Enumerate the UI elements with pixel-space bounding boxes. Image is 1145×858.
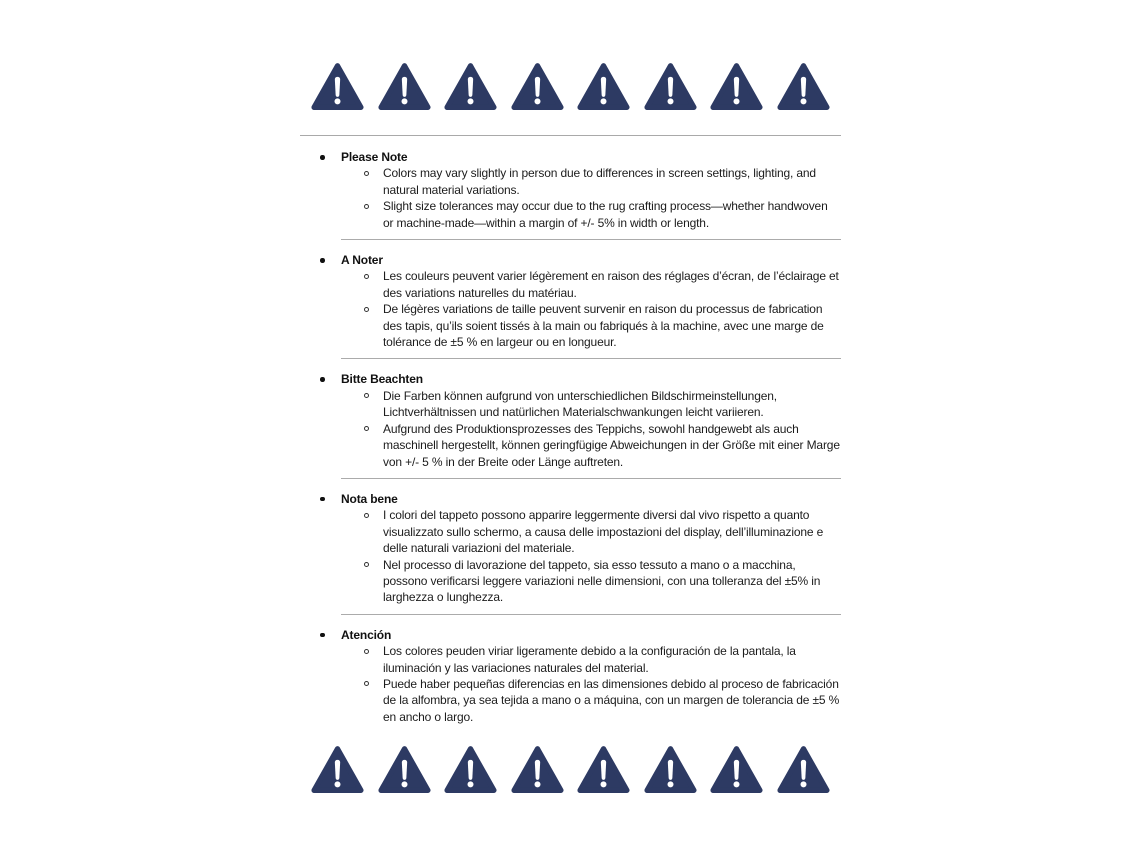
bullet-circle-icon — [364, 274, 369, 279]
bullet-circle-icon — [364, 307, 369, 312]
note-item-text: Slight size tolerances may occur due to the rug crafting process—whether handwoven or machine-made—within a margin of +/- 5% in width or length. — [383, 199, 828, 230]
bullet-dot-icon — [320, 155, 325, 160]
note-item-text: Nel processo di lavorazione del tappeto, sia esso tessuto a mano o a macchina, possono verificarsi leggere variazioni nelle dimensioni, con una tolleranza del ±5% in larghezza o lunghezza. — [383, 557, 821, 605]
warning-triangles-top — [300, 60, 841, 112]
bullet-dot-icon — [320, 633, 325, 638]
note-item — [364, 676, 841, 725]
section-heading: Nota bene — [341, 491, 398, 506]
warning-triangle-icon — [710, 745, 763, 795]
note-item-text: Colors may vary slightly in person due to differences in screen settings, lighting, and natural material variations. — [383, 166, 816, 197]
section-heading: Please Note — [341, 150, 408, 164]
section-heading-row — [320, 371, 841, 387]
note-item — [364, 301, 841, 350]
section-heading: Atención — [341, 627, 392, 642]
section-heading-row — [320, 627, 841, 643]
warning-triangle-icon — [311, 62, 364, 112]
note-item-text: Les couleurs peuvent varier légèrement en raison des réglages d’écran, de l’éclairage et des variations naturelles du matériau. — [383, 269, 839, 300]
bullet-circle-icon — [364, 393, 369, 398]
bullet-circle-icon — [364, 513, 369, 518]
note-item-text: Los colores peuden viriar ligeramente debido a la configuración de la pantala, la iluminación y las variaciones naturales del material. — [383, 644, 796, 675]
bullet-circle-icon — [364, 171, 369, 176]
section-divider — [341, 239, 841, 240]
note-item-text: Die Farben können aufgrund von unterschiedlichen Bildschirmeinstellungen, Lichtverhältnissen und natürlichen Materialschwankungen leicht variieren. — [383, 388, 777, 420]
warning-triangle-icon — [378, 62, 431, 112]
note-section — [300, 252, 841, 350]
section-divider — [341, 358, 841, 359]
warning-triangle-icon — [777, 62, 830, 112]
top-divider — [300, 135, 841, 136]
note-section — [300, 627, 841, 725]
section-heading: A Noter — [341, 253, 383, 268]
note-item — [364, 643, 841, 676]
note-item-text: I colori del tappeto possono apparire leggermente diversi dal vivo rispetto a quanto visualizzato sullo schermo, a causa delle impostazioni del display, dell’illuminazione e delle naturali variazioni del materiale. — [383, 508, 824, 556]
warning-triangle-icon — [444, 745, 497, 795]
warning-triangle-icon — [444, 62, 497, 112]
note-section — [300, 491, 841, 606]
note-item — [364, 557, 841, 606]
note-item — [364, 507, 841, 556]
warning-triangle-icon — [511, 62, 564, 112]
section-heading-row — [320, 491, 841, 507]
bullet-dot-icon — [320, 377, 325, 382]
note-item — [364, 268, 841, 301]
warning-triangle-icon — [577, 745, 630, 795]
bullet-circle-icon — [364, 562, 369, 567]
notes-list — [300, 149, 841, 725]
warning-triangle-icon — [577, 62, 630, 112]
note-item-text: Puede haber pequeñas diferencias en las dimensiones debido al proceso de fabricación de la alfombra, ya sea tejida a mano o a máquina, con un margen de tolerancia de ±5 % en ancho o largo. — [383, 676, 840, 724]
bullet-circle-icon — [364, 204, 369, 209]
warning-triangle-icon — [710, 62, 763, 112]
section-divider — [341, 614, 841, 615]
warning-triangle-icon — [644, 745, 697, 795]
note-section — [300, 149, 841, 231]
bullet-circle-icon — [364, 681, 369, 686]
bullet-circle-icon — [364, 426, 369, 431]
warning-triangles-bottom — [300, 743, 841, 795]
section-heading: Bitte Beachten — [341, 372, 423, 387]
note-item — [364, 165, 841, 198]
note-item-text: De légères variations de taille peuvent survenir en raison du processus de fabrication des tapis, qu’ils soient tissés à la main ou fabriqués à la machine, avec une marge de tolérance de ±5 % en largeur ou en longueur. — [383, 302, 824, 350]
section-divider — [341, 478, 841, 479]
warning-triangle-icon — [378, 745, 431, 795]
bullet-circle-icon — [364, 649, 369, 654]
note-item — [364, 421, 841, 470]
bullet-dot-icon — [320, 258, 325, 263]
note-item — [364, 388, 841, 421]
note-item — [364, 198, 841, 231]
warning-triangle-icon — [311, 745, 364, 795]
bullet-dot-icon — [320, 497, 325, 502]
section-heading-row — [320, 252, 841, 268]
section-heading-row — [320, 149, 841, 165]
note-item-text: Aufgrund des Produktionsprozesses des Teppichs, sowohl handgewebt als auch maschinell hergestellt, können geringfügige Abweichungen in der Größe mit einer Marge von +/- 5 % in der Breite oder Länge auftreten. — [383, 421, 840, 469]
warning-triangle-icon — [644, 62, 697, 112]
document-page — [300, 0, 841, 858]
warning-triangle-icon — [511, 745, 564, 795]
note-section — [300, 371, 841, 469]
warning-triangle-icon — [777, 745, 830, 795]
